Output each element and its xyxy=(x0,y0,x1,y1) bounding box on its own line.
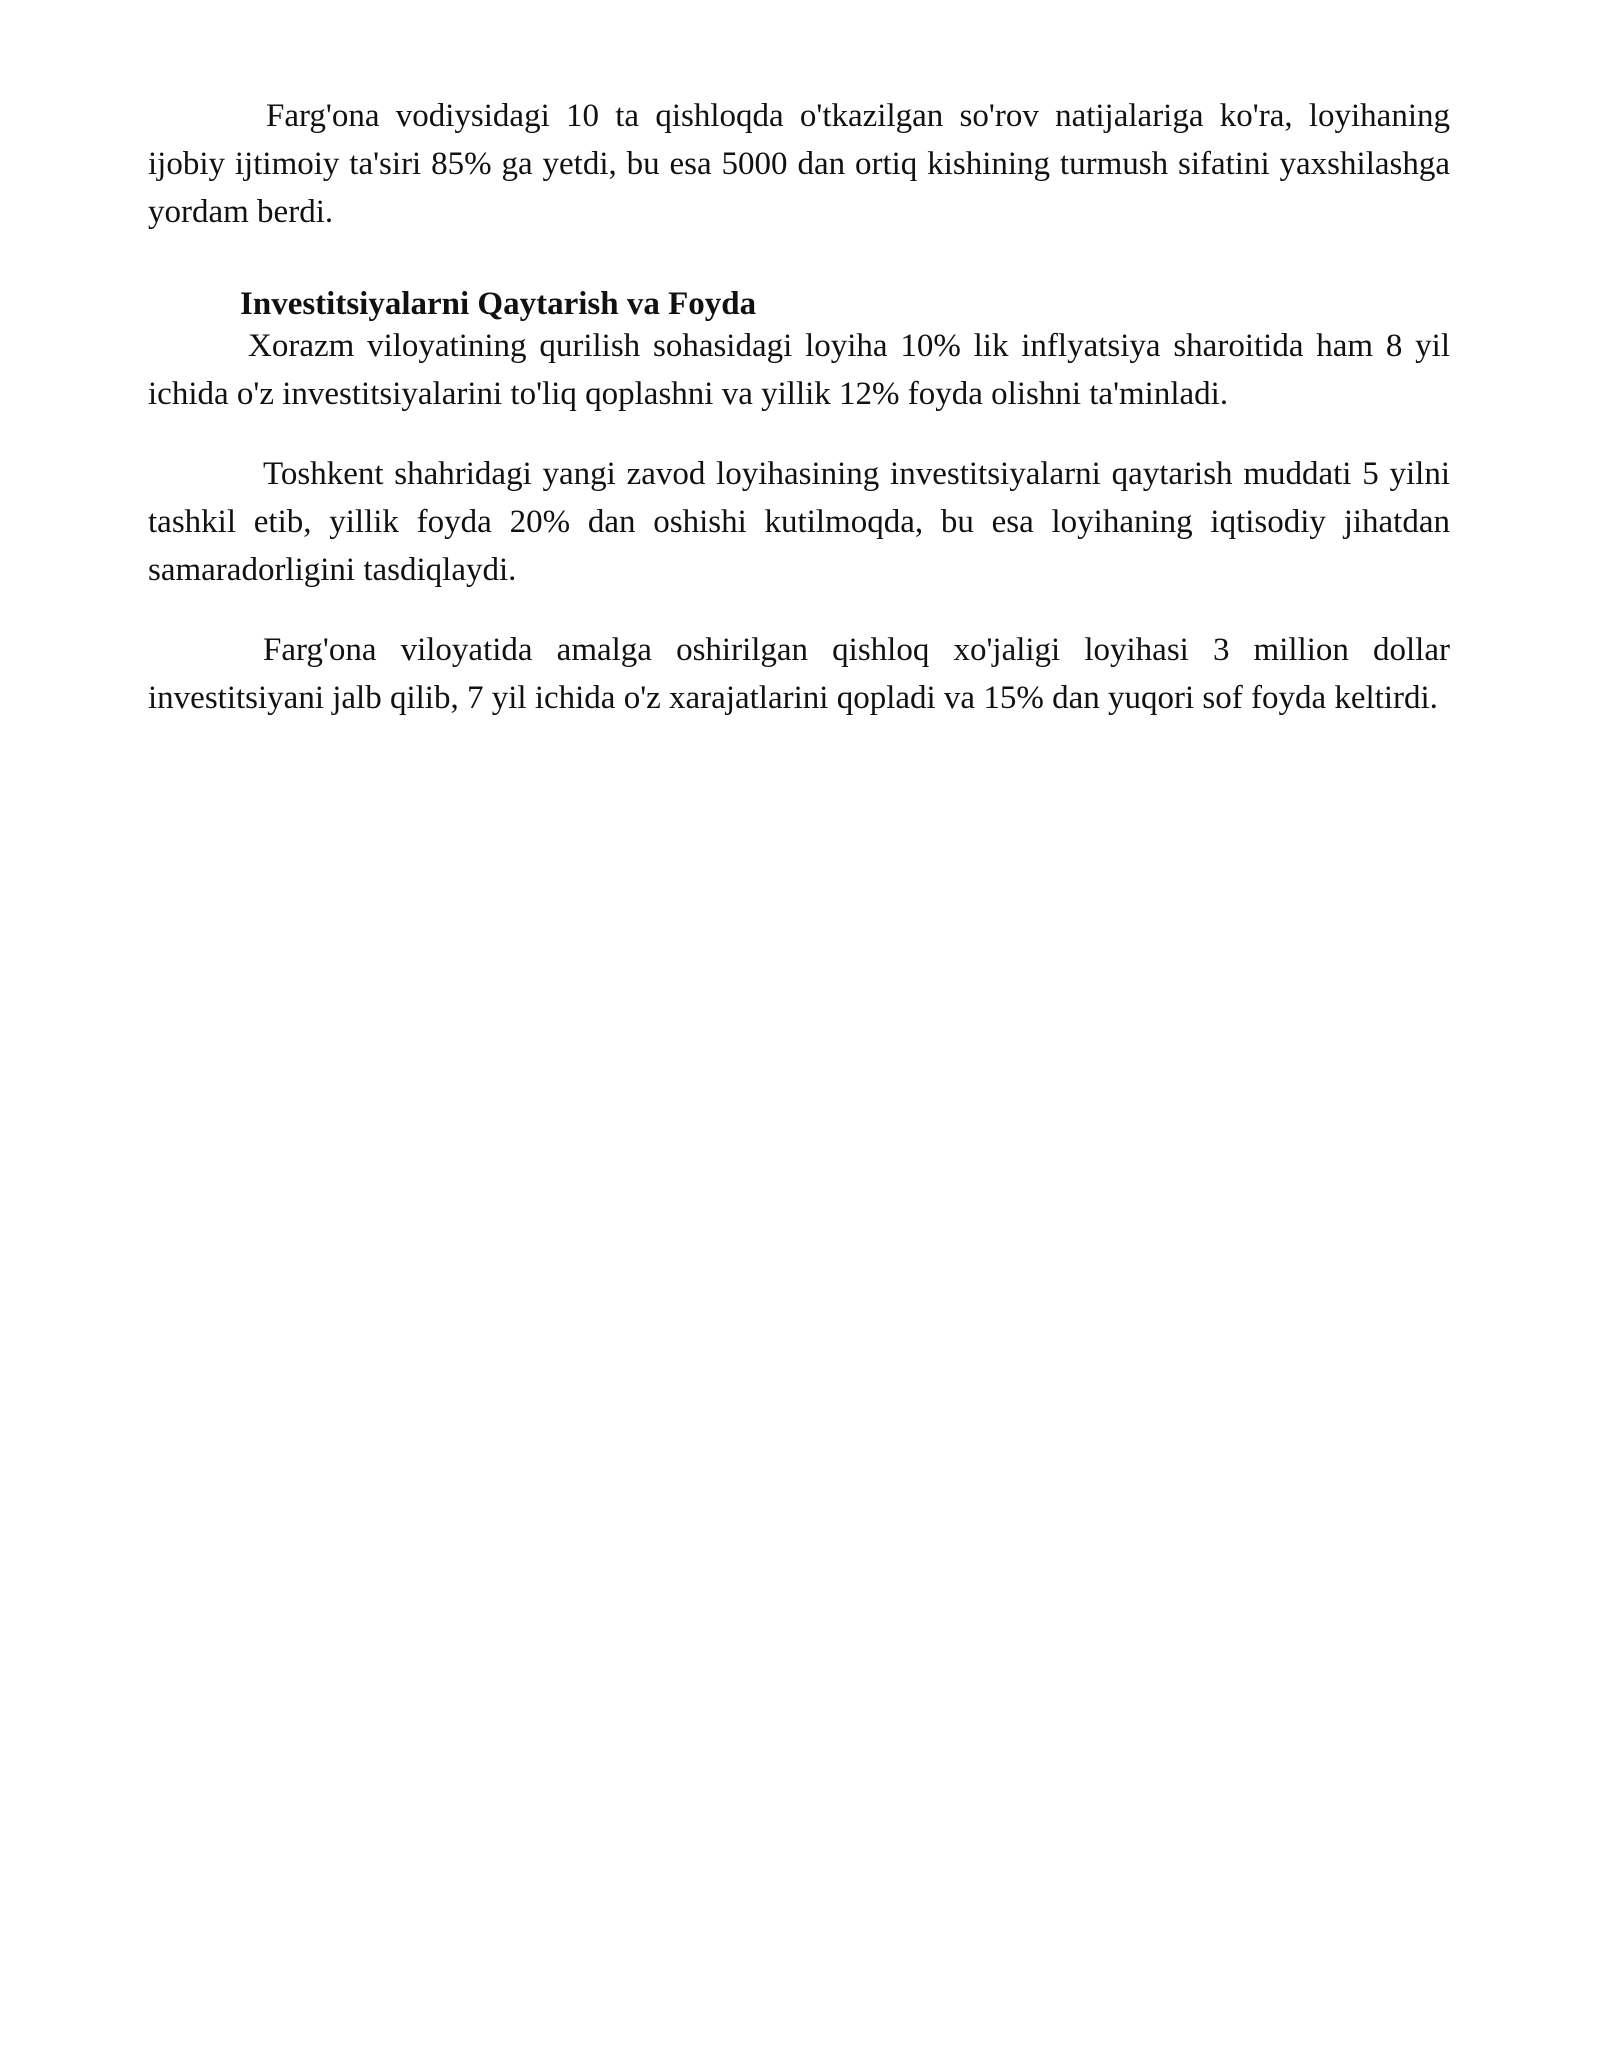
paragraph-toshkent-project: Toshkent shahridagi yangi zavod loyihasining investitsiyalarni qaytarish muddati 5 yilni tashkil etib, yillik foyda 20% dan oshishi kutilmoqda, bu esa loyihaning iqtisodiy jihatdan samaradorligini tasdiqlaydi. xyxy=(148,456,1450,588)
document-body xyxy=(148,92,1450,722)
paragraph-xorazm-project: Xorazm viloyatining qurilish sohasidagi loyiha 10% lik inflyatsiya sharoitida ham 8 yil ichida o'z investitsiyalarini to'liq qoplashni va yillik 12% foyda olishni ta'minladi. xyxy=(148,328,1450,412)
paragraph-fargona-agriculture: Farg'ona viloyatida amalga oshirilgan qishloq xo'jaligi loyihasi 3 million dollar investitsiyani jalb qilib, 7 yil ichida o'z xarajatlarini qopladi va 15% dan yuqori sof foyda keltirdi. xyxy=(148,632,1450,716)
paragraph-social-impact: Farg'ona vodiysidagi 10 ta qishloqda o'tkazilgan so'rov natijalariga ko'ra, loyihaning ijobiy ijtimoiy ta'siri 85% ga yetdi, bu esa 5000 dan ortiq kishining turmush sifatini yaxshilashga yordam berdi. xyxy=(148,98,1450,230)
section-heading: Investitsiyalarni Qaytarish va Foyda xyxy=(240,286,757,322)
